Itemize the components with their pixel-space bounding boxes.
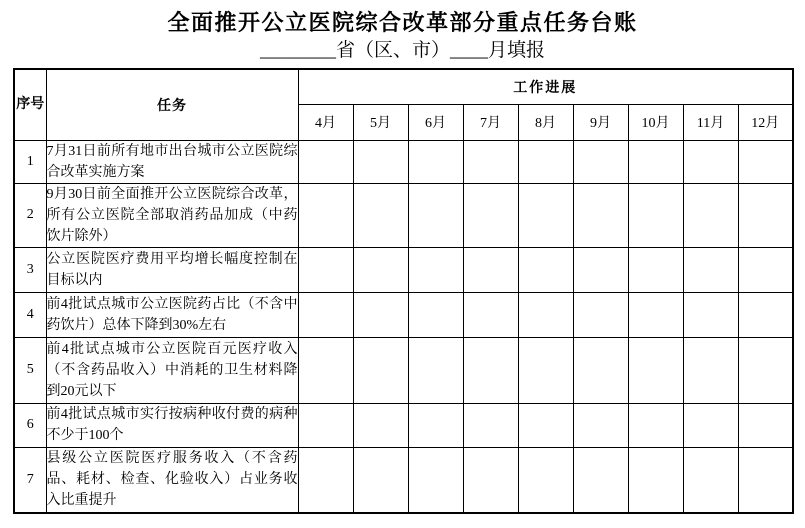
progress-cell	[573, 337, 628, 403]
progress-cell	[628, 447, 683, 513]
row-task: 前4批试点城市公立医院药占比（不含中药饮片）总体下降到30%左右	[46, 292, 298, 337]
row-seq: 4	[14, 292, 46, 337]
table-row-2	[14, 183, 793, 247]
header-month-6: 6月	[408, 104, 463, 140]
progress-cell	[463, 447, 518, 513]
progress-cell	[298, 292, 353, 337]
progress-cell	[353, 337, 408, 403]
header-month-11: 11月	[683, 104, 738, 140]
progress-cell	[408, 447, 463, 513]
progress-cell	[463, 292, 518, 337]
row-task: 公立医院医疗费用平均增长幅度控制在目标以内	[46, 247, 298, 292]
progress-cell	[738, 337, 793, 403]
progress-cell	[628, 403, 683, 447]
progress-cell	[518, 140, 573, 183]
progress-cell	[518, 447, 573, 513]
progress-cell	[463, 403, 518, 447]
task-ledger-table	[13, 68, 794, 514]
progress-cell	[298, 337, 353, 403]
header-month-12: 12月	[738, 104, 793, 140]
progress-cell	[298, 140, 353, 183]
progress-cell	[573, 447, 628, 513]
header-month-5: 5月	[353, 104, 408, 140]
row-seq: 2	[14, 183, 46, 247]
progress-cell	[683, 183, 738, 247]
row-task: 9月30日前全面推开公立医院综合改革，所有公立医院全部取消药品加成（中药饮片除外）	[46, 183, 298, 247]
row-seq: 3	[14, 247, 46, 292]
progress-cell	[408, 140, 463, 183]
progress-cell	[353, 292, 408, 337]
header-task: 任务	[46, 69, 298, 140]
progress-cell	[683, 247, 738, 292]
progress-cell	[738, 247, 793, 292]
header-seq: 序号	[14, 69, 46, 140]
progress-cell	[628, 292, 683, 337]
table-row-1	[14, 140, 793, 183]
row-seq: 7	[14, 447, 46, 513]
progress-cell	[298, 447, 353, 513]
progress-cell	[408, 247, 463, 292]
progress-cell	[518, 247, 573, 292]
progress-cell	[573, 183, 628, 247]
progress-cell	[518, 183, 573, 247]
header-month-4: 4月	[298, 104, 353, 140]
progress-cell	[518, 337, 573, 403]
progress-cell	[463, 337, 518, 403]
progress-cell	[738, 403, 793, 447]
progress-cell	[298, 403, 353, 447]
progress-cell	[463, 247, 518, 292]
progress-cell	[408, 183, 463, 247]
progress-cell	[573, 247, 628, 292]
progress-cell	[408, 403, 463, 447]
progress-cell	[408, 337, 463, 403]
header-month-8: 8月	[518, 104, 573, 140]
table-row-5	[14, 337, 793, 403]
header-row-top	[14, 69, 793, 104]
progress-cell	[628, 140, 683, 183]
progress-cell	[463, 140, 518, 183]
progress-cell	[573, 292, 628, 337]
row-task: 县级公立医院医疗服务收入（不含药品、耗材、检查、化验收入）占业务收入比重提升	[46, 447, 298, 513]
progress-cell	[683, 447, 738, 513]
row-seq: 6	[14, 403, 46, 447]
progress-cell	[463, 183, 518, 247]
progress-cell	[353, 140, 408, 183]
progress-cell	[353, 183, 408, 247]
header-progress: 工作进展	[298, 69, 793, 104]
table-row-4	[14, 292, 793, 337]
progress-cell	[738, 140, 793, 183]
progress-cell	[628, 183, 683, 247]
row-seq: 1	[14, 140, 46, 183]
progress-cell	[738, 183, 793, 247]
progress-cell	[408, 292, 463, 337]
progress-cell	[353, 447, 408, 513]
progress-cell	[573, 140, 628, 183]
header-month-10: 10月	[628, 104, 683, 140]
progress-cell	[738, 292, 793, 337]
progress-cell	[738, 447, 793, 513]
row-task: 7月31日前所有地市出台城市公立医院综合改革实施方案	[46, 140, 298, 183]
row-seq: 5	[14, 337, 46, 403]
document-subtitle: ________省（区、市）____月填报	[259, 40, 545, 61]
table-row-7	[14, 447, 793, 513]
table-row-6	[14, 403, 793, 447]
progress-cell	[518, 403, 573, 447]
progress-cell	[573, 403, 628, 447]
progress-cell	[683, 337, 738, 403]
header-month-9: 9月	[573, 104, 628, 140]
progress-cell	[518, 292, 573, 337]
progress-cell	[628, 247, 683, 292]
row-task: 前4批试点城市实行按病种收付费的病种不少于100个	[46, 403, 298, 447]
progress-cell	[353, 247, 408, 292]
document-title: 全面推开公立医院综合改革部分重点任务台账	[167, 10, 638, 35]
progress-cell	[298, 247, 353, 292]
table-row-3	[14, 247, 793, 292]
progress-cell	[353, 403, 408, 447]
progress-cell	[683, 292, 738, 337]
progress-cell	[683, 403, 738, 447]
progress-cell	[628, 337, 683, 403]
header-month-7: 7月	[463, 104, 518, 140]
progress-cell	[298, 183, 353, 247]
row-task: 前4批试点城市公立医院百元医疗收入（不含药品收入）中消耗的卫生材料降到20元以下	[46, 337, 298, 403]
progress-cell	[683, 140, 738, 183]
